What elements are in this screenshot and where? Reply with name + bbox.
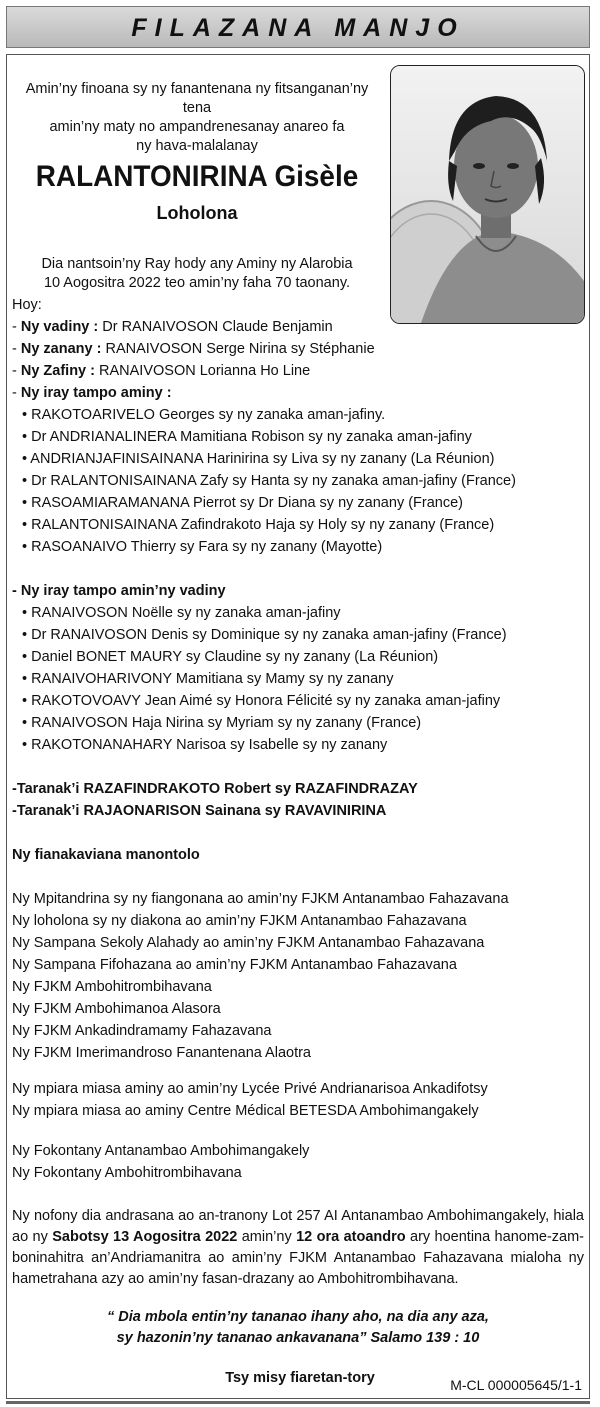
in-law-item: • RAKOTONANAHARY Narisoa sy Isabelle sy ny zanany — [22, 737, 388, 753]
fokontany-line: Ny Fokontany Ambohitrombihavana — [12, 1165, 242, 1181]
sibling-item: • RALANTONISAINANA Zafindrakoto Haja sy Holy sy ny zanany (France) — [22, 517, 495, 533]
deceased-name: RALANTONIRINA Gisèle — [35, 160, 359, 193]
in-law-item: • RANAIVOHARIVONY Mamitiana sy Mamy sy ny zanany — [22, 671, 394, 687]
church-line: Ny loholona sy ny diakona ao amin’ny FJKM Antanambao Fahazavana — [12, 913, 467, 929]
quote-line: “ Dia mbola entin’ny tananao ihany aho, na dia any aza, — [107, 1309, 489, 1325]
sibling-item: • RASOAMIARAMANANA Pierrot sy Dr Diana sy ny zanany (France) — [22, 495, 464, 511]
notice-title: FILAZANA MANJO — [131, 14, 465, 42]
in-law-item: • Dr RANAIVOSON Denis sy Dominique sy ny zanaka aman-jafiny (France) — [22, 627, 507, 643]
whole-family-line: Ny fianakaviana manontolo — [12, 847, 200, 863]
family-row-children: - Ny zanany : RANAIVOSON Serge Nirina sy Stéphanie — [12, 341, 375, 357]
in-law-item: • RANAIVOSON Noëlle sy ny zanaka aman-jafiny — [22, 605, 341, 621]
descendants-line: -Taranak’i RAJAONARISON Sainana sy RAVAVINIRINA — [12, 803, 387, 819]
sibling-item: • Dr RALANTONISAINANA Zafy sy Hanta sy ny zanaka aman-jafiny (France) — [22, 473, 516, 489]
family-row-grandchildren: - Ny Zafiny : RANAIVOSON Lorianna Ho Line — [12, 363, 311, 379]
church-line: Ny FJKM Ankadindramamy Fahazavana — [12, 1023, 272, 1039]
deceased-role: Loholona — [156, 203, 238, 223]
reference-code: M-CL 000005645/1-1 — [450, 1377, 582, 1393]
church-line: Ny FJKM Ambohimanoa Alasora — [12, 1001, 221, 1017]
notice-header — [6, 6, 590, 48]
sibling-item: • Dr ANDRIANALINERA Mamitiana Robison sy ny zanaka aman-jafiny — [22, 429, 472, 445]
sibling-item: • RASOANAIVO Thierry sy Fara sy ny zanany (Mayotte) — [22, 539, 383, 555]
death-line: Dia nantsoin’ny Ray hody any Aminy ny Alarobia — [41, 256, 353, 272]
sibling-item: • ANDRIANJAFINISAINANA Harinirina sy Liva sy ny zanany (La Réunion) — [22, 451, 495, 467]
quote-line: sy hazonin’ny tananao ankavanana” Salamo 139 : 10 — [116, 1330, 480, 1346]
in-law-item: • Daniel BONET MAURY sy Claudine sy ny zanany (La Réunion) — [22, 649, 439, 665]
fokontany-line: Ny Fokontany Antanambao Ambohimangakely — [12, 1143, 310, 1159]
in-law-item: • RANAIVOSON Haja Nirina sy Myriam sy ny zanany (France) — [22, 715, 422, 731]
church-line: Ny Sampana Fifohazana ao amin’ny FJKM Antanambao Fahazavana — [12, 957, 457, 973]
bottom-rule — [6, 1401, 590, 1404]
in-laws-heading: - Ny iray tampo amin’ny vadiny — [12, 583, 226, 599]
bible-quote — [12, 1307, 584, 1349]
intro-line: amin’ny maty no ampandrenesanay anareo fa — [49, 119, 345, 135]
church-line: Ny Sampana Sekoly Alahady ao amin’ny FJKM Antanambao Fahazavana — [12, 935, 485, 951]
in-law-item: • RAKOTOVOAVY Jean Aimé sy Honora Félicité sy ny zanaka aman-jafiny — [22, 693, 501, 709]
sibling-item: • RAKOTOARIVELO Georges sy ny zanaka aman-jafiny. — [22, 407, 386, 423]
church-line: Ny FJKM Ambohitrombihavana — [12, 979, 212, 995]
intro-line: ny hava-malalanay — [136, 138, 258, 154]
funeral-details: Ny nofony dia andrasana ao an-tranony Lot 257 AI Antanambao Ambohimangakely, hiala ao ny Sabotsy 13 Aogositra 2022 amin’ny 12 ora atoandro ary hoentina hanome-zam-boninahitra an’Andriamanitra ao amin’ny FJKM Antanambao Fahazavana mialoha ny hametrahana azy ao amin’ny fasan-drazany ao Ambohitrombihavana. — [12, 1208, 585, 1287]
intro-line: Amin’ny finoana sy ny fanantenana ny fitsanganan’ny tena — [25, 81, 369, 116]
death-line: 10 Aogositra 2022 teo amin’ny faha 70 taonany. — [43, 275, 351, 291]
intro-text — [12, 80, 382, 156]
work-line: Ny mpiara miasa aminy ao amin’ny Lycée Privé Andrianarisoa Ankadifotsy — [12, 1081, 488, 1097]
work-line: Ny mpiara miasa ao aminy Centre Médical BETESDA Ambohimangakely — [12, 1103, 479, 1119]
hoy-label: Hoy: — [12, 297, 42, 313]
portrait-photo — [390, 65, 585, 324]
church-line: Ny FJKM Imerimandroso Fanantenana Alaotra — [12, 1045, 311, 1061]
family-row-spouse: - Ny vadiny : Dr RANAIVOSON Claude Benjamin — [12, 319, 333, 335]
no-wake-note: Tsy misy fiaretan-tory — [225, 1370, 375, 1386]
siblings-heading: - Ny iray tampo aminy : — [12, 385, 172, 401]
death-announcement — [12, 255, 382, 293]
descendants-line: -Taranak’i RAZAFINDRAKOTO Robert sy RAZAFINDRAZAY — [12, 781, 418, 797]
church-line: Ny Mpitandrina sy ny fiangonana ao amin’ny FJKM Antanambao Fahazavana — [12, 891, 509, 907]
